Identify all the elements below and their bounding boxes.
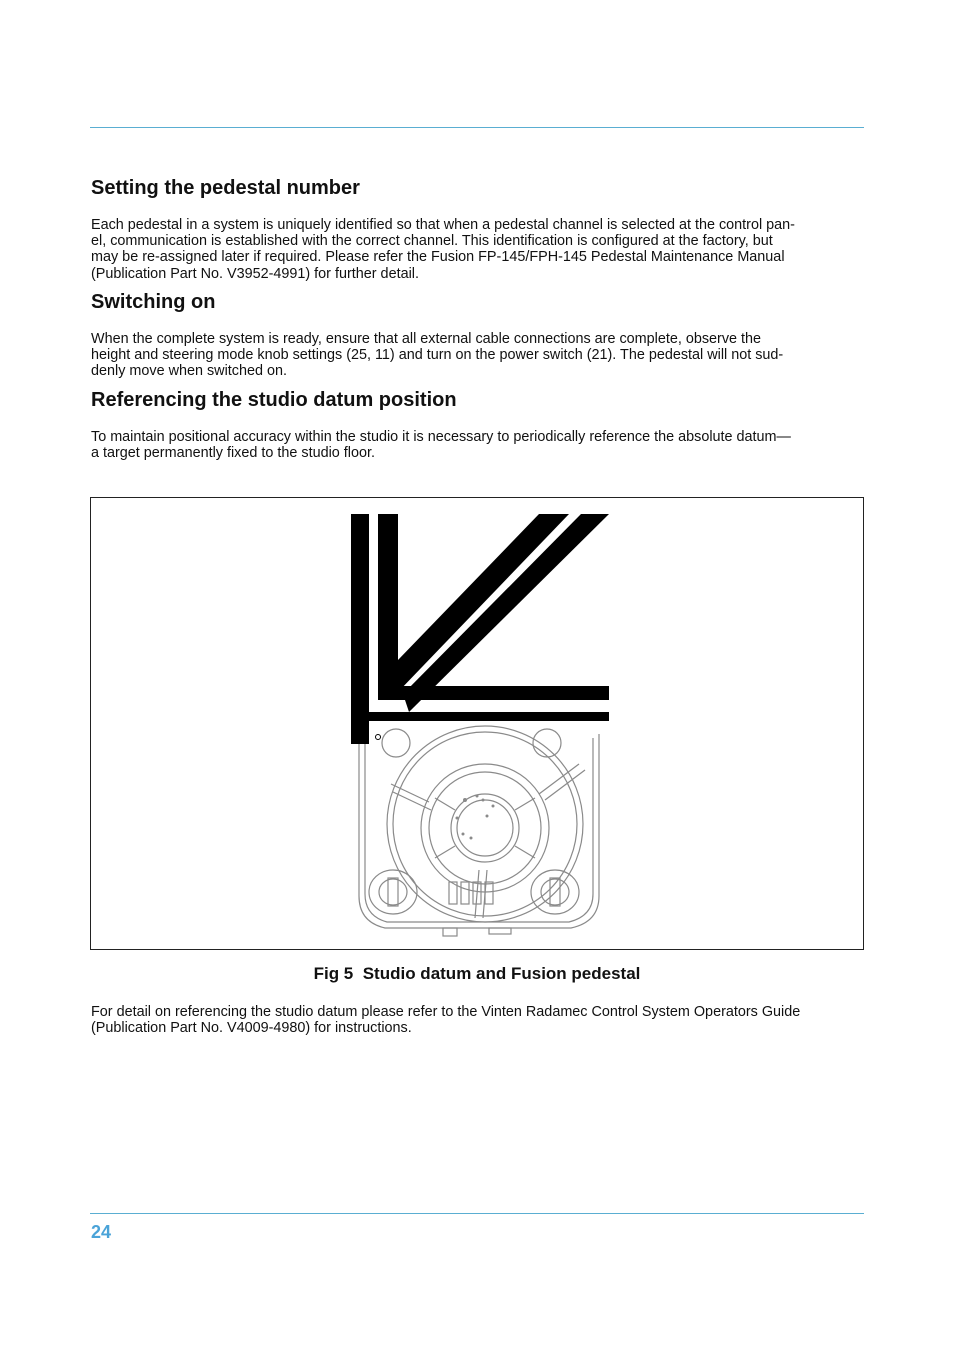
studio-datum-target <box>351 514 609 744</box>
paragraph-line: may be re-assigned later if required. Please refer the Fusion FP-145/FPH-145 Pedestal Maintenance Manual <box>91 249 785 266</box>
paragraph-line: denly move when switched on. <box>91 363 287 380</box>
paragraph-switching-on <box>91 331 865 380</box>
paragraph-line: For detail on referencing the studio datum please refer to the Vinten Radamec Control System Operators Guide <box>91 1004 801 1020</box>
figure-caption: Fig 5 Studio datum and Fusion pedestal <box>313 964 641 983</box>
figure-illustration <box>91 498 863 949</box>
paragraph-referencing-datum <box>91 429 865 461</box>
paragraph-line: Each pedestal in a system is uniquely identified so that when a pedestal channel is selected at the control pan- <box>91 217 795 233</box>
paragraph-line: When the complete system is ready, ensure that all external cable connections are complete, observe the <box>91 331 762 347</box>
page-number: 24 <box>91 1222 112 1242</box>
paragraph-line: To maintain positional accuracy within the studio it is necessary to periodically reference the absolute datum— <box>91 429 791 445</box>
paragraph-line: (Publication Part No. V3952-4991) for further detail. <box>91 265 419 282</box>
paragraph-pedestal-number <box>91 217 865 282</box>
footer-rule <box>90 1213 864 1214</box>
header-rule <box>90 127 864 128</box>
heading-referencing-datum: Referencing the studio datum position <box>91 389 457 411</box>
paragraph-line: (Publication Part No. V4009-4980) for instructions. <box>91 1020 412 1037</box>
paragraph-detail-reference <box>91 1004 865 1036</box>
paragraph-line: el, communication is established with the correct channel. This identification is configured at the factory, but <box>91 233 773 250</box>
heading-switching-on: Switching on <box>91 291 216 313</box>
paragraph-line: height and steering mode knob settings (25, 11) and turn on the power switch (21). The pedestal will not sud- <box>91 347 784 364</box>
datum-point-icon <box>376 735 381 740</box>
fusion-pedestal-drawing <box>359 726 599 936</box>
figure-studio-datum <box>90 497 864 950</box>
heading-setting-pedestal-number: Setting the pedestal number <box>91 177 360 199</box>
paragraph-line: a target permanently fixed to the studio floor. <box>91 445 375 462</box>
